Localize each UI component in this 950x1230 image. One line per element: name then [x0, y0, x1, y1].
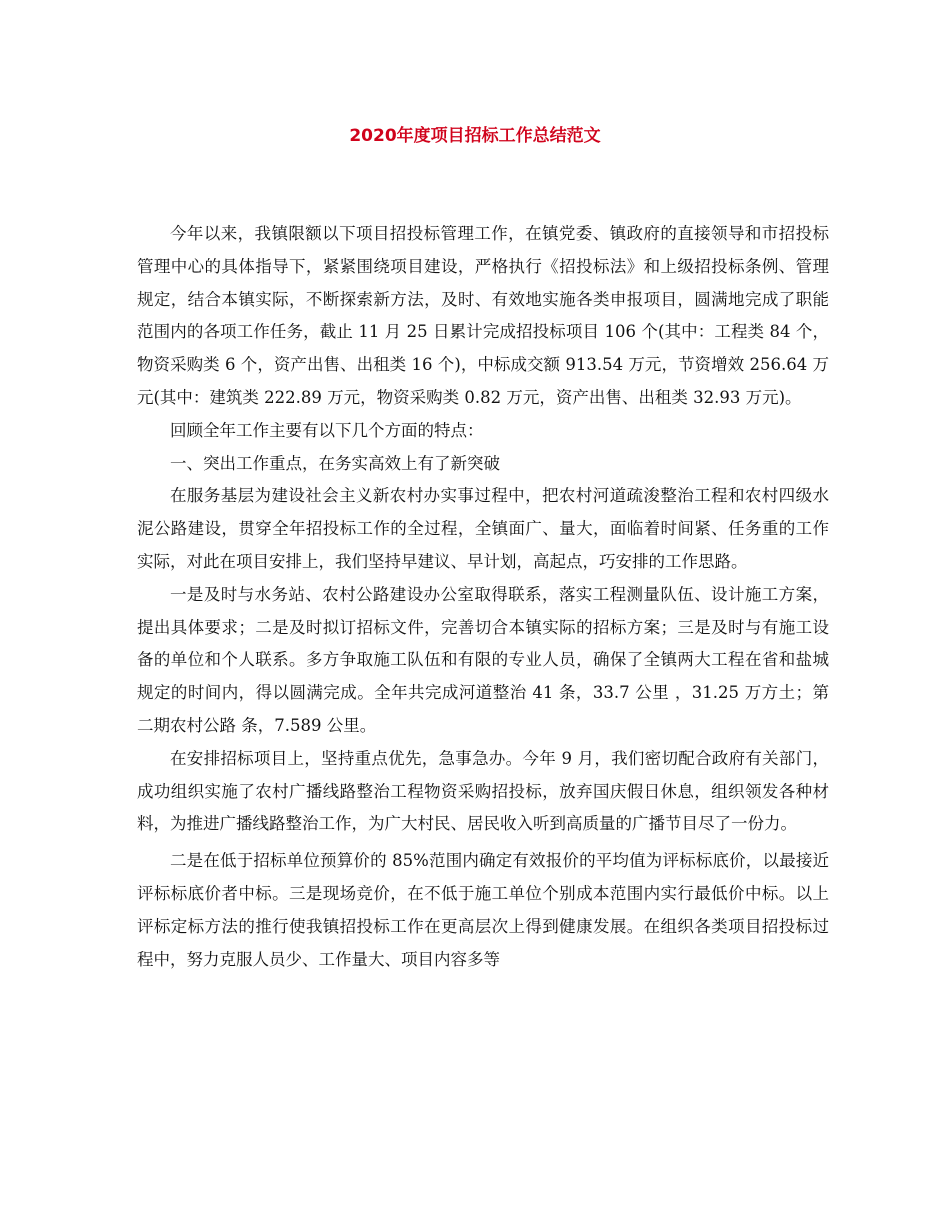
paragraph-service: 在服务基层为建设社会主义新农村办实事过程中，把农村河道疏浚整治工程和农村四级水泥公路建设，贯穿全年招投标工作的全过程，全镇面广、量大，面临着时间紧、任务重的工作实际，对此在项目安排上，我们坚持早建议、早计划，高起点，巧安排的工作思路。: [137, 486, 829, 571]
paragraph-intro: 今年以来，我镇限额以下项目招投标管理工作，在镇党委、镇政府的直接领导和市招投标管理中心的具体指导下，紧紧围绕项目建设，严格执行《招投标法》和上级招投标条例、管理规定，结合本镇实际，不断探索新方法，及时、有效地实施各类申报项目，圆满地完成了职能范围内的各项工作任务，截止 11 月 25 日累计完成招投标项目 106 个(其中：工程类 84 个，物资采购类 6 个，资产出售、出租类 16 个)，中标成交额 913.54 万元，节资增效 256.64 万元(其中：建筑类 222.89 万元，物资采购类 0.82 万元，资产出售、出租类 32.93 万元)。: [137, 224, 829, 407]
document-title: 2020年度项目招标工作总结范文: [349, 126, 601, 146]
paragraph-measures: 一是及时与水务站、农村公路建设办公室取得联系，落实工程测量队伍、设计施工方案，提出具体要求；二是及时拟订招标文件，完善切合本镇实际的招标方案；三是及时与有施工设备的单位和个人联系。多方争取施工队伍和有限的专业人员，确保了全镇两大工程在省和盐城规定的时间内，得以圆满完成。全年共完成河道整治 41 条，33.7 公里 ，31.25 万方土；第二期农村公路 条，7.589 公里。: [137, 584, 829, 735]
paragraph-priority: 在安排招标项目上，坚持重点优先，急事急办。今年 9 月，我们密切配合政府有关部门，成功组织实施了农村广播线路整治工程物资采购招投标，放弃国庆假日休息，组织领发各种材料，为推进广播线路整治工作，为广大村民、居民收入听到高质量的广播节目尽了一份力。: [137, 748, 829, 834]
document-body: [137, 218, 829, 976]
paragraph-evaluation: 二是在低于招标单位预算价的 85%范围内确定有效报价的平均值为评标标底价，以最接近评标标底价者中标。三是现场竞价，在不低于施工单位个别成本范围内实行最低价中标。以上评标定标方法的推行使我镇招投标工作在更高层次上得到健康发展。在组织各类项目招投标过程中，努力克服人员少、工作量大、项目内容多等: [137, 851, 829, 969]
paragraph-review: 回顾全年工作主要有以下几个方面的特点：: [170, 420, 484, 440]
section-heading-1: 一、突出工作重点，在务实高效上有了新突破: [170, 453, 500, 473]
